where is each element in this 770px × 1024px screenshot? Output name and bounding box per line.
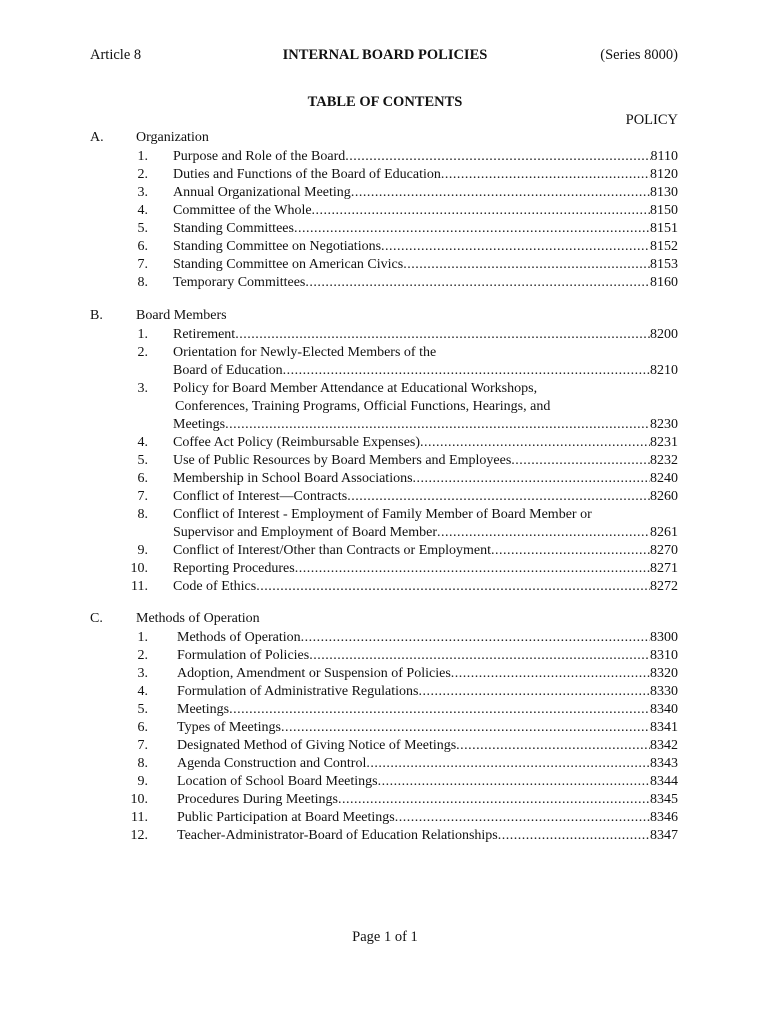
toc-entry <box>0 148 770 166</box>
entry-title: Duties and Functions of the Board of Education <box>173 167 441 182</box>
toc-entry <box>0 380 770 434</box>
toc-entry <box>0 434 770 452</box>
entry-title: Annual Organizational Meeting <box>173 185 351 200</box>
policy-number: 8231 <box>650 435 678 450</box>
entry-number: 4. <box>137 684 148 699</box>
policy-number: 8240 <box>650 471 678 486</box>
entry-number: 2. <box>137 167 148 182</box>
policy-number: 8150 <box>650 203 678 218</box>
toc-entry <box>0 647 770 665</box>
policy-number: 8232 <box>650 453 678 468</box>
entry-number: 1. <box>137 327 148 342</box>
entry-title-line: Orientation for Newly-Elected Members of the <box>173 345 437 360</box>
entry-number: 5. <box>137 453 148 468</box>
article-title: INTERNAL BOARD POLICIES <box>282 47 488 63</box>
entry-number: 7. <box>137 489 148 504</box>
policy-column-heading: POLICY <box>625 112 678 128</box>
entry-number: 8. <box>137 275 148 290</box>
dot-leader <box>309 647 650 665</box>
entry-title: Procedures During Meetings <box>177 792 338 807</box>
toc-entry-list <box>0 148 770 292</box>
entry-number: 6. <box>137 471 148 486</box>
toc-entry <box>0 629 770 647</box>
policy-number: 8340 <box>650 702 678 717</box>
dot-leader <box>511 452 650 470</box>
article-number: Article 8 <box>90 47 142 63</box>
entry-title: Agenda Construction and Control <box>177 756 367 771</box>
entry-number: 11. <box>131 579 148 594</box>
toc-entry-list <box>0 629 770 845</box>
toc-entry <box>0 274 770 292</box>
entry-title: Formulation of Policies <box>177 648 310 663</box>
entry-title: Meetings <box>173 417 226 432</box>
entry-number: 6. <box>137 239 148 254</box>
section-letter: B. <box>90 308 103 323</box>
dot-leader <box>229 701 650 719</box>
policy-number: 8347 <box>650 828 678 843</box>
entry-number: 3. <box>137 381 148 396</box>
toc-entry <box>0 488 770 506</box>
policy-number: 8341 <box>650 720 678 735</box>
policy-number: 8271 <box>650 561 678 576</box>
toc-entry <box>0 737 770 755</box>
entry-title: Use of Public Resources by Board Members and Employees <box>173 453 512 468</box>
toc-entry <box>0 809 770 827</box>
entry-number: 7. <box>137 257 148 272</box>
entry-number: 10. <box>130 561 148 576</box>
policy-number: 8330 <box>650 684 678 699</box>
entry-number: 11. <box>131 810 148 825</box>
policy-number: 8130 <box>650 185 678 200</box>
policy-number: 8120 <box>650 167 678 182</box>
entry-number: 5. <box>137 702 148 717</box>
toc-entry <box>0 578 770 596</box>
entry-title: Board of Education <box>173 363 283 378</box>
entry-number: 9. <box>137 543 148 558</box>
section-name: Board Members <box>136 308 227 323</box>
section-name: Methods of Operation <box>136 611 260 626</box>
toc-entry <box>0 719 770 737</box>
dot-leader <box>395 809 650 827</box>
entry-title: Code of Ethics <box>173 579 257 594</box>
toc-entry <box>0 773 770 791</box>
entry-title: Designated Method of Giving Notice of Meetings <box>177 738 457 753</box>
entry-number: 6. <box>137 720 148 735</box>
entry-number: 12. <box>130 828 148 843</box>
dot-leader <box>281 719 650 737</box>
policy-number: 8272 <box>650 579 678 594</box>
dot-leader <box>418 683 650 701</box>
toc-entry <box>0 542 770 560</box>
toc-entry <box>0 665 770 683</box>
policy-number: 8344 <box>650 774 678 789</box>
dot-leader <box>235 326 650 344</box>
dot-leader <box>403 256 650 274</box>
dot-leader <box>312 202 650 220</box>
toc-entry-list <box>0 326 770 596</box>
toc-entry <box>0 238 770 256</box>
entry-title: Location of School Board Meetings <box>177 774 378 789</box>
dot-leader <box>498 827 650 845</box>
entry-title: Methods of Operation <box>177 630 301 645</box>
toc-entry <box>0 755 770 773</box>
toc-entry <box>0 256 770 274</box>
dot-leader <box>381 238 650 256</box>
toc-entry <box>0 202 770 220</box>
dot-leader <box>451 665 650 683</box>
entry-title: Teacher-Administrator-Board of Education Relationships <box>177 828 498 843</box>
policy-number: 8200 <box>650 327 678 342</box>
entry-number: 10. <box>130 792 148 807</box>
entry-title: Temporary Committees <box>173 275 306 290</box>
dot-leader <box>366 755 650 773</box>
toc-entry <box>0 683 770 701</box>
entry-title: Standing Committee on Negotiations <box>173 239 382 254</box>
series-label: (Series 8000) <box>600 47 678 63</box>
dot-leader <box>437 524 650 542</box>
dot-leader <box>345 148 650 166</box>
toc-entry <box>0 506 770 542</box>
toc-entry <box>0 326 770 344</box>
section-name: Organization <box>136 130 209 145</box>
policy-number: 8346 <box>650 810 678 825</box>
entry-title: Purpose and Role of the Board <box>173 149 346 164</box>
entry-number: 8. <box>137 507 148 522</box>
dot-leader <box>338 791 650 809</box>
entry-number: 3. <box>137 185 148 200</box>
toc-entry <box>0 827 770 845</box>
toc-title: TABLE OF CONTENTS <box>307 94 463 110</box>
toc-entry <box>0 791 770 809</box>
entry-title: Coffee Act Policy (Reimbursable Expenses) <box>173 435 421 450</box>
entry-title: Standing Committees <box>173 221 294 236</box>
section-letter: C. <box>90 611 103 626</box>
policy-number: 8342 <box>650 738 678 753</box>
policy-number: 8345 <box>650 792 678 807</box>
entry-number: 1. <box>137 149 148 164</box>
dot-leader <box>294 220 650 238</box>
entry-title: Meetings <box>177 702 230 717</box>
toc-entry <box>0 470 770 488</box>
entry-title: Retirement <box>173 327 236 342</box>
policy-number: 8260 <box>650 489 678 504</box>
toc-entry <box>0 344 770 380</box>
entry-number: 2. <box>137 648 148 663</box>
entry-title: Membership in School Board Associations <box>173 471 413 486</box>
toc-entry <box>0 701 770 719</box>
entry-title: Types of Meetings <box>177 720 282 735</box>
policy-number: 8110 <box>650 149 678 164</box>
policy-number: 8152 <box>650 239 678 254</box>
dot-leader <box>283 362 650 380</box>
entry-title: Conflict of Interest/Other than Contracts or Employment <box>173 543 492 558</box>
dot-leader <box>456 737 650 755</box>
policy-number: 8310 <box>650 648 678 663</box>
entry-title: Committee of the Whole <box>173 203 312 218</box>
entry-number: 1. <box>137 630 148 645</box>
dot-leader <box>420 434 650 452</box>
entry-number: 4. <box>137 435 148 450</box>
dot-leader <box>256 578 650 596</box>
entry-title: Formulation of Administrative Regulations <box>177 684 419 699</box>
entry-title-line: Conferences, Training Programs, Official Functions, Hearings, and <box>175 399 551 414</box>
dot-leader <box>225 416 650 434</box>
dot-leader <box>413 470 650 488</box>
entry-title: Conflict of Interest—Contracts <box>173 489 348 504</box>
dot-leader <box>491 542 650 560</box>
entry-number: 7. <box>137 738 148 753</box>
entry-number: 2. <box>137 345 148 360</box>
policy-number: 8160 <box>650 275 678 290</box>
policy-number: 8300 <box>650 630 678 645</box>
entry-title: Adoption, Amendment or Suspension of Policies <box>177 666 451 681</box>
toc-entry <box>0 452 770 470</box>
section-letter: A. <box>90 130 104 145</box>
policy-number: 8210 <box>650 363 678 378</box>
dot-leader <box>351 184 650 202</box>
entry-number: 5. <box>137 221 148 236</box>
dot-leader <box>347 488 650 506</box>
toc-entry <box>0 220 770 238</box>
dot-leader <box>305 274 650 292</box>
entry-title: Public Participation at Board Meetings <box>177 810 395 825</box>
entry-number: 4. <box>137 203 148 218</box>
toc-entry <box>0 166 770 184</box>
entry-number: 9. <box>137 774 148 789</box>
policy-number: 8261 <box>650 525 678 540</box>
entry-title: Standing Committee on American Civics <box>173 257 404 272</box>
policy-number: 8320 <box>650 666 678 681</box>
policy-number: 8230 <box>650 417 678 432</box>
dot-leader <box>295 560 650 578</box>
entry-number: 8. <box>137 756 148 771</box>
dot-leader <box>378 773 650 791</box>
policy-number: 8153 <box>650 257 678 272</box>
entry-number: 3. <box>137 666 148 681</box>
toc-entry <box>0 184 770 202</box>
entry-title-line: Conflict of Interest - Employment of Family Member of Board Member or <box>173 507 592 522</box>
entry-title: Supervisor and Employment of Board Member <box>173 525 438 540</box>
policy-number: 8270 <box>650 543 678 558</box>
entry-title-line: Policy for Board Member Attendance at Educational Workshops, <box>173 381 538 396</box>
policy-number: 8343 <box>650 756 678 771</box>
dot-leader <box>441 166 650 184</box>
entry-title: Reporting Procedures <box>173 561 295 576</box>
page-footer: Page 1 of 1 <box>352 929 418 945</box>
policy-number: 8151 <box>650 221 678 236</box>
toc-entry <box>0 560 770 578</box>
dot-leader <box>301 629 650 647</box>
